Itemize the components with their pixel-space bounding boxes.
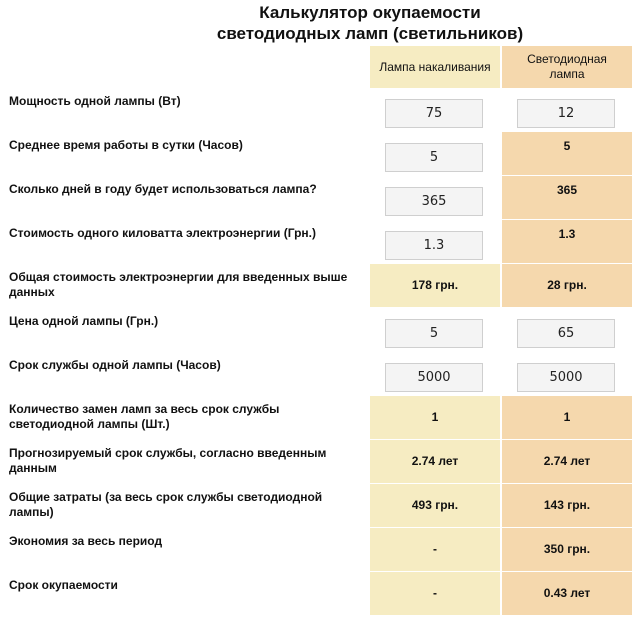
led-cell (502, 528, 632, 571)
led-value: 365 (556, 183, 578, 197)
row-label: Общие затраты (за весь срок службы светодиодной лампы) (9, 490, 323, 519)
title-line-2: светодиодных ламп (светильников) (216, 24, 524, 43)
row-label: Мощность одной лампы (Вт) (9, 94, 181, 108)
led-cell (502, 308, 632, 351)
incandescent-value: - (433, 542, 437, 556)
table-row (0, 132, 640, 176)
led-value: 28 грн. (547, 278, 587, 292)
led-input[interactable]: 65 (517, 319, 615, 348)
led-cell (502, 440, 632, 483)
incandescent-input[interactable]: 75 (385, 99, 483, 128)
table-row (0, 220, 640, 264)
column-header-led (502, 46, 632, 88)
row-label: Сколько дней в году будет использоваться лампа? (9, 182, 317, 196)
table-row (0, 176, 640, 220)
incandescent-cell (370, 132, 500, 175)
table-row (0, 528, 640, 572)
led-cell (502, 396, 632, 439)
incandescent-cell (370, 176, 500, 219)
row-label: Количество замен ламп за весь срок службы светодиодной лампы (Шт.) (9, 402, 280, 431)
incandescent-cell (370, 572, 500, 615)
row-label: Срок окупаемости (9, 578, 118, 592)
led-value: 350 грн. (543, 542, 591, 556)
led-cell (502, 132, 632, 175)
column-header-led-label: Светодиодная лампа (527, 52, 607, 81)
row-label: Срок службы одной лампы (Часов) (9, 358, 221, 372)
incandescent-cell (370, 528, 500, 571)
incandescent-input[interactable]: 5 (385, 143, 483, 172)
title-line-1: Калькулятор окупаемости (259, 3, 481, 22)
led-cell (502, 220, 632, 263)
table-row (0, 440, 640, 484)
led-value: 0.43 лет (543, 586, 591, 600)
incandescent-value: 178 грн. (411, 278, 459, 292)
row-label: Стоимость одного киловатта электроэнергии (Грн.) (9, 226, 317, 240)
led-cell (502, 572, 632, 615)
incandescent-cell (370, 264, 500, 307)
table-row (0, 352, 640, 396)
incandescent-cell (370, 440, 500, 483)
led-cell (502, 176, 632, 219)
incandescent-cell (370, 88, 500, 131)
incandescent-value: - (433, 586, 437, 600)
incandescent-value: 1 (431, 410, 439, 424)
row-label: Среднее время работы в сутки (Часов) (9, 138, 243, 152)
incandescent-input[interactable]: 5000 (385, 363, 483, 392)
led-input[interactable]: 12 (517, 99, 615, 128)
incandescent-cell (370, 308, 500, 351)
incandescent-value: 493 грн. (411, 498, 459, 512)
led-cell (502, 484, 632, 527)
led-value: 5 (563, 139, 571, 153)
column-header-incandescent: Лампа накаливания (370, 46, 500, 88)
led-value: 2.74 лет (543, 454, 591, 468)
table-row (0, 396, 640, 440)
table-row (0, 308, 640, 352)
table-row (0, 88, 640, 132)
led-value: 1.3 (558, 227, 576, 241)
incandescent-cell (370, 396, 500, 439)
table-row (0, 264, 640, 308)
led-value: 1 (563, 410, 571, 424)
table-row (0, 572, 640, 616)
row-label: Общая стоимость электроэнергии для введенных выше данных (9, 270, 348, 299)
row-label: Экономия за весь период (9, 534, 163, 548)
table-row (0, 484, 640, 528)
incandescent-cell (370, 484, 500, 527)
led-cell (502, 88, 632, 131)
led-cell (502, 352, 632, 395)
incandescent-input[interactable]: 365 (385, 187, 483, 216)
incandescent-value: 2.74 лет (411, 454, 459, 468)
led-value: 143 грн. (543, 498, 591, 512)
incandescent-input[interactable]: 5 (385, 319, 483, 348)
led-cell (502, 264, 632, 307)
row-label: Прогнозируемый срок службы, согласно введенным данным (9, 446, 327, 475)
led-input[interactable]: 5000 (517, 363, 615, 392)
incandescent-input[interactable]: 1.3 (385, 231, 483, 260)
page-title (0, 2, 640, 44)
incandescent-cell (370, 352, 500, 395)
row-label: Цена одной лампы (Грн.) (9, 314, 159, 328)
incandescent-cell (370, 220, 500, 263)
